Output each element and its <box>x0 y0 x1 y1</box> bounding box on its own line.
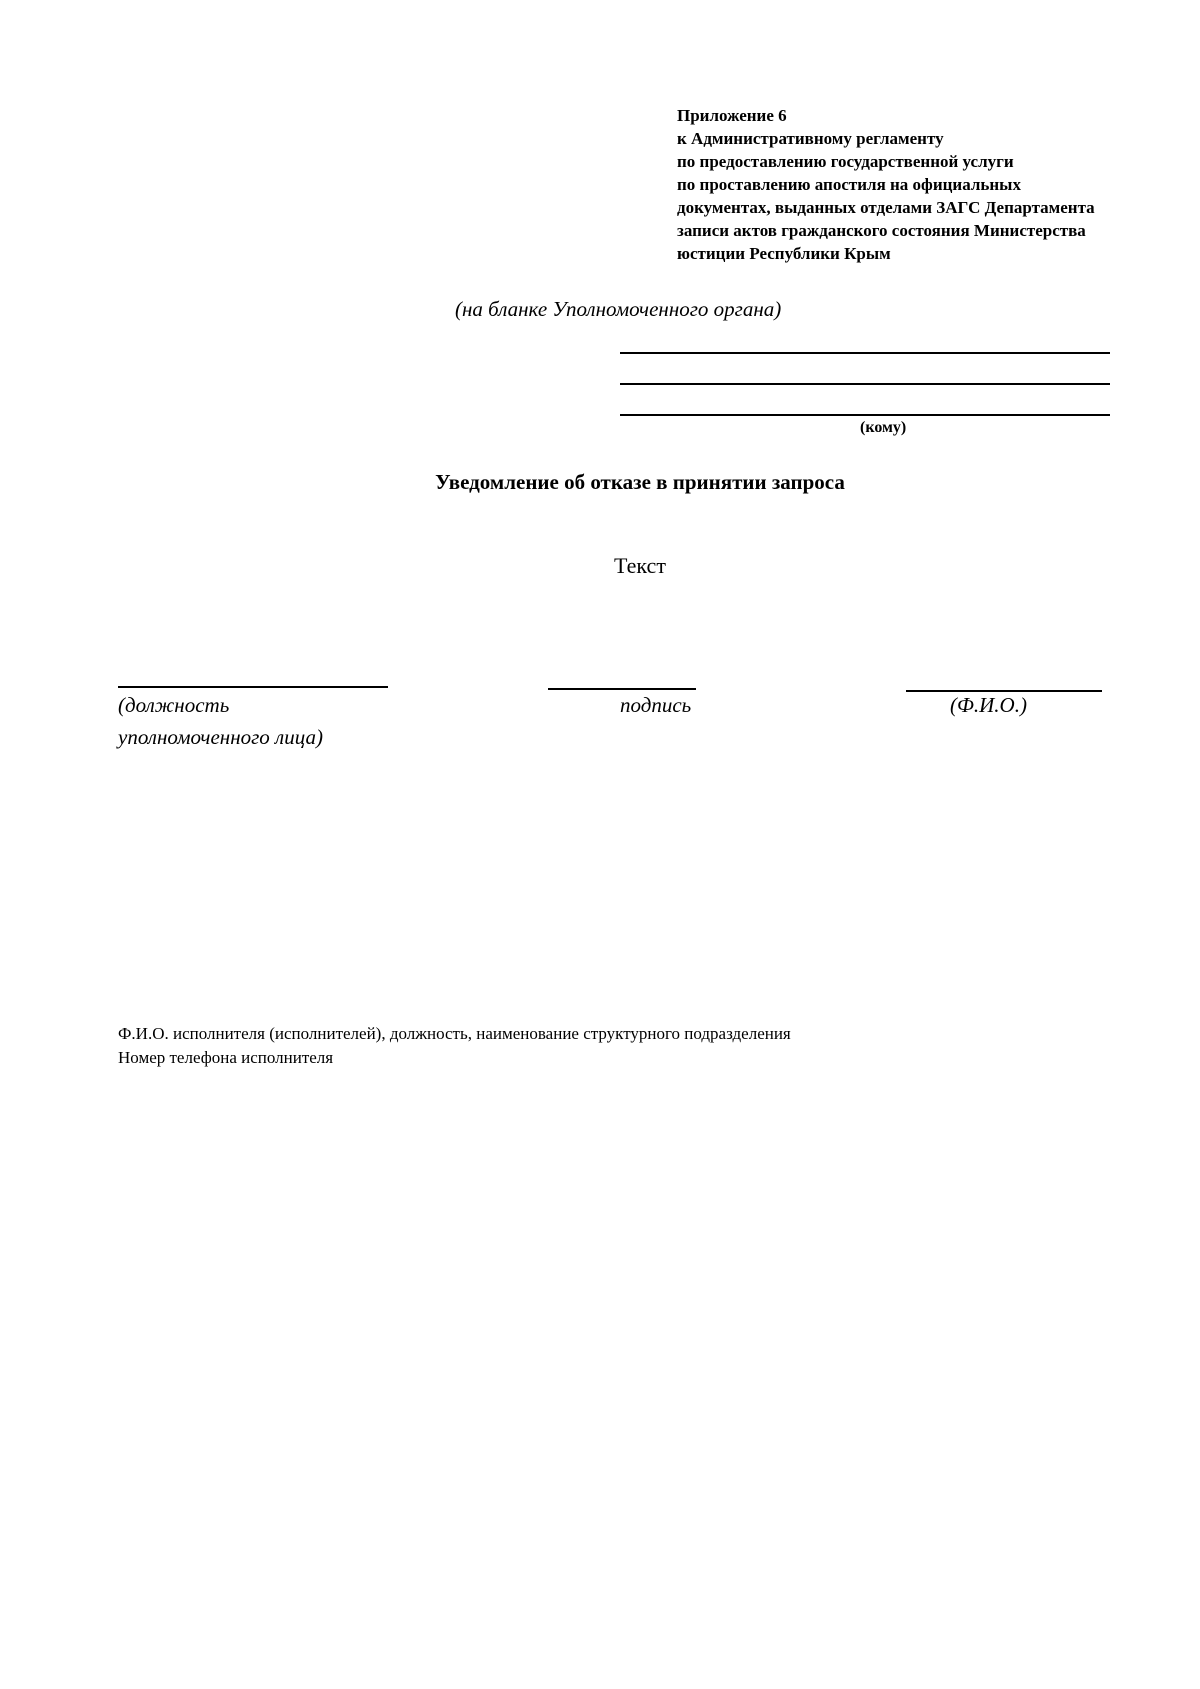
body-text: Текст <box>614 553 666 578</box>
addressee-blank-line <box>620 414 1110 416</box>
executor-info <box>118 1022 791 1070</box>
letterhead-note: (на бланке Уполномоченного органа) <box>455 297 782 321</box>
document-title: Уведомление об отказе в принятии запроса <box>435 470 845 494</box>
appendix-line: по проставлению апостиля на официальных <box>677 175 1021 194</box>
signature-caption: подпись <box>620 693 692 717</box>
position-caption-line: (должность <box>118 693 230 717</box>
position-signature-line <box>118 686 388 688</box>
appendix-header <box>677 104 1157 265</box>
position-caption <box>118 689 323 753</box>
appendix-line: к Административному регламенту <box>677 129 944 148</box>
executor-phone-line: Номер телефона исполнителя <box>118 1048 334 1067</box>
appendix-line: документах, выданных отделами ЗАГС Департамента <box>677 198 1095 217</box>
addressee-blank-line <box>620 352 1110 354</box>
fio-caption: (Ф.И.О.) <box>950 693 1027 717</box>
appendix-line: записи актов гражданского состояния Министерства <box>677 221 1086 240</box>
executor-line: Ф.И.О. исполнителя (исполнителей), должность, наименование структурного подразделения <box>118 1024 791 1043</box>
appendix-line: по предоставлению государственной услуги <box>677 152 1014 171</box>
appendix-line: Приложение 6 <box>677 106 787 125</box>
position-caption-line: уполномоченного лица) <box>118 725 323 749</box>
appendix-line: юстиции Республики Крым <box>677 244 891 263</box>
addressee-caption: (кому) <box>860 419 907 436</box>
addressee-blank-line <box>620 383 1110 385</box>
